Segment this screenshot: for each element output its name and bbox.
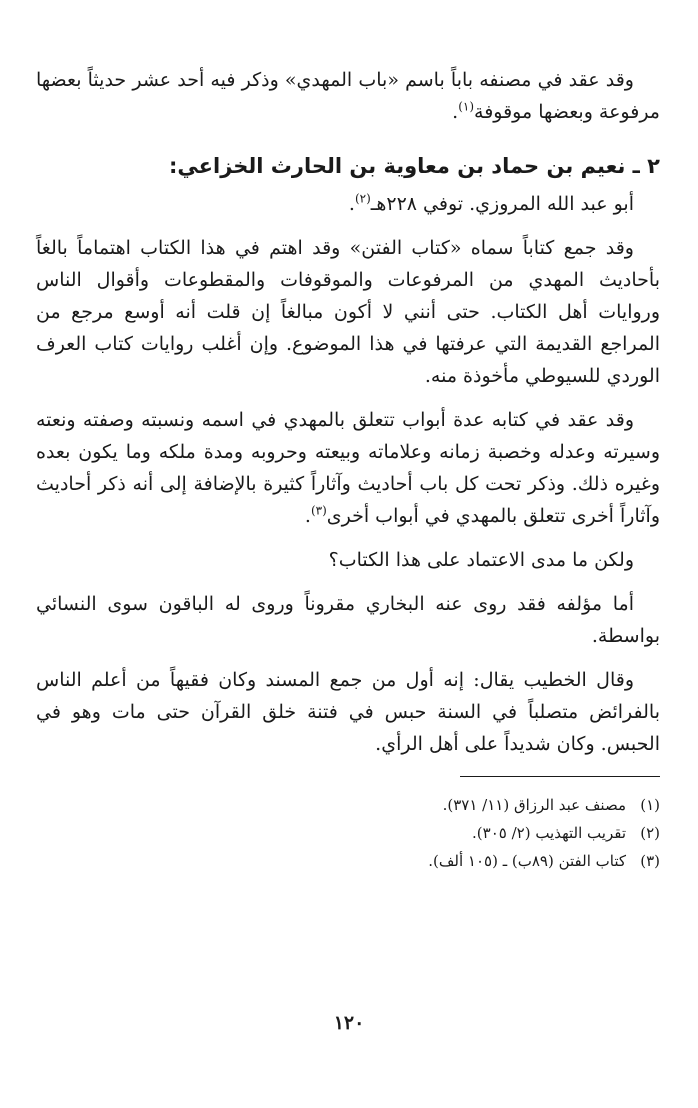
- footnote-2-number: (٢): [640, 824, 660, 842]
- paragraph-2: [36, 188, 660, 220]
- paragraph-5: ولكن ما مدى الاعتماد على هذا الكتاب؟: [328, 549, 634, 571]
- paragraph-4-text: وقد عقد في كتابه عدة أبواب تتعلق بالمهدي في اسمه ونسبته وصفته ونعته وسيرته وعدله وخصبة زمانه وعلاماته وبيعته وحروبه ومدة ملكه وما يكون بعده وغيره ذلك. وذكر تحت كل باب أحاديث وآثاراً كثيرة بالإضافة إلى أنه ذكر أحاديث وآثاراً أخرى تتعلق بالمهدي في أبواب أخرى: [36, 409, 660, 527]
- footnote-separator: [460, 776, 660, 777]
- paragraph-3: وقد جمع كتاباً سماه «كتاب الفتن» وقد اهتم في هذا الكتاب اهتماماً بالغاً بأحاديث المهدي من المرفوعات والموقوفات والمقطوعات وأقوال الناس وروايات أهل الكتاب. حتى أنني لا أكون مبالغاً إن قلت أنه أوسع مرجع من المراجع القديمة التي عرفتها في هذا الموضوع. وإن أغلب روايات كتاب العرف الوردي للسيوطي مأخوذة منه.: [36, 237, 660, 387]
- footnote-1-text: مصنف عبد الرزاق (١١/ ٣٧١).: [442, 796, 626, 814]
- footnote-2: [36, 819, 660, 847]
- paragraph-2-text: أبو عبد الله المروزي. توفي ٢٢٨هـ: [370, 193, 634, 215]
- paragraph-4: [36, 404, 660, 532]
- footnote-3: [36, 847, 660, 875]
- footnote-ref-2: (٢): [354, 191, 371, 206]
- footnote-3-number: (٣): [640, 852, 660, 870]
- paragraph-4-end: .: [304, 505, 311, 527]
- paragraph-6: أما مؤلفه فقد روى عنه البخاري مقروناً وروى له الباقون سوى النسائي بواسطة.: [36, 593, 660, 647]
- paragraph-1-text: وقد عقد في مصنفه باباً باسم «باب المهدي» وذكر فيه أحد عشر حديثاً بعضها مرفوعة وبعضها موقوفة: [36, 69, 660, 123]
- page-number: ١٢٠: [333, 1012, 365, 1034]
- paragraph-1-end: .: [452, 101, 459, 123]
- paragraph-7: وقال الخطيب يقال: إنه أول من جمع المسند وكان فقيهاً من أعلم الناس بالفرائض متصلباً في السنة حبس في فتنة خلق القرآن حتى مات وهو في الحبس. وكان شديداً على أهل الرأي.: [36, 669, 660, 755]
- footnote-2-text: تقريب التهذيب (٢/ ٣٠٥).: [472, 824, 626, 842]
- footnote-1: [36, 791, 660, 819]
- paragraph-1: [36, 64, 660, 128]
- footnote-ref-3: (٣): [310, 503, 327, 518]
- section-heading: ٢ ـ نعيم بن حماد بن معاوية بن الحارث الخزاعي:: [169, 154, 660, 178]
- paragraph-2-end: .: [348, 193, 355, 215]
- footnote-1-number: (١): [640, 796, 660, 814]
- footnote-ref-1: (١): [458, 99, 475, 114]
- page-body: [36, 64, 660, 875]
- footnote-3-text: كتاب الفتن (٨٩ب) ـ (١٠٥ ألف).: [428, 852, 626, 870]
